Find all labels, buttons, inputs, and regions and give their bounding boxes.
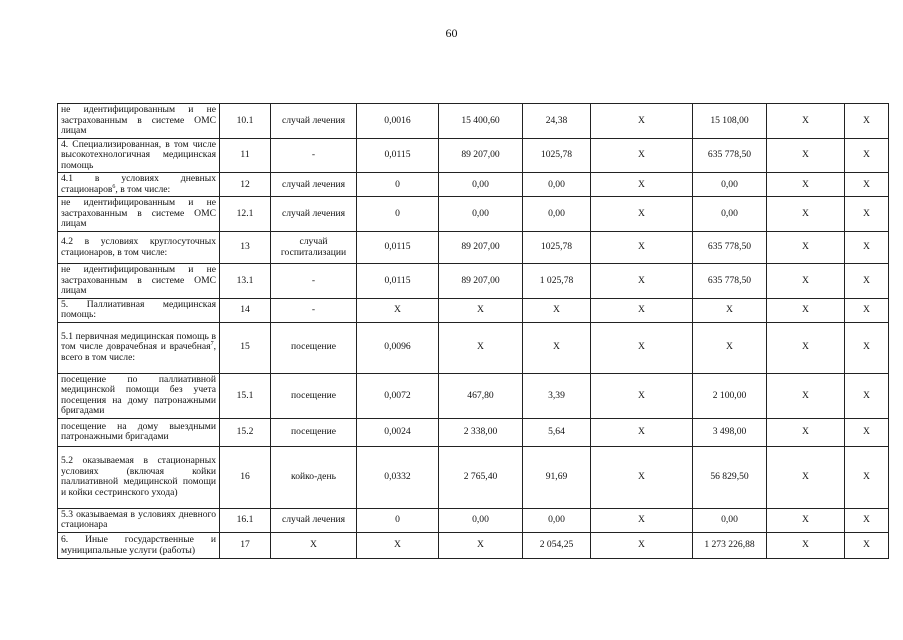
value-1: 0,0115 [357,138,439,173]
row-name: 5. Паллиативная медицинская помощь: [58,298,220,322]
value-1: 0,0115 [357,264,439,299]
unit: посещение [271,418,357,446]
value-2: X [439,533,523,559]
value-5: 0,00 [693,173,767,197]
value-6: X [767,104,845,139]
value-1: 0,0024 [357,418,439,446]
value-3: X [523,322,591,373]
row-number: 12.1 [220,197,271,232]
value-7: X [845,533,889,559]
unit: - [271,298,357,322]
value-2: 2 338,00 [439,418,523,446]
value-3: 0,00 [523,197,591,232]
value-4: X [591,264,693,299]
value-2: 2 765,40 [439,446,523,508]
value-5: 0,00 [693,508,767,532]
unit: X [271,533,357,559]
row-name: 4.2 в условиях круглосуточных стационаров, в том числе: [58,232,220,264]
footnote-marker: 7 [210,341,214,348]
value-1: 0,0096 [357,322,439,373]
value-3: 1025,78 [523,232,591,264]
value-6: X [767,138,845,173]
value-3: 24,38 [523,104,591,139]
unit: - [271,138,357,173]
value-6: X [767,298,845,322]
table-row [58,508,889,532]
value-6: X [767,322,845,373]
value-7: X [845,298,889,322]
row-number: 13.1 [220,264,271,299]
unit: случай лечения [271,173,357,197]
value-5: 2 100,00 [693,373,767,418]
value-4: X [591,373,693,418]
row-number: 16 [220,446,271,508]
unit: - [271,264,357,299]
table-row [58,138,889,173]
footnote-marker: 6 [112,183,116,190]
value-4: X [591,322,693,373]
table-row [58,322,889,373]
row-name: 4. Специализированная, в том числе высокотехнологичная медицинская помощь [58,138,220,173]
value-1: 0 [357,173,439,197]
row-number: 15.2 [220,418,271,446]
value-4: X [591,418,693,446]
row-name: 4.1 в условиях дневных стационаров$^6$, в том числе: [58,173,220,197]
value-2: 89 207,00 [439,138,523,173]
value-4: X [591,533,693,559]
value-7: X [845,104,889,139]
unit: случай лечения [271,104,357,139]
value-5: 635 778,50 [693,232,767,264]
value-1: X [357,298,439,322]
value-3: 1 025,78 [523,264,591,299]
value-6: X [767,418,845,446]
value-1: X [357,533,439,559]
table-row [58,418,889,446]
data-table [57,103,889,559]
row-number: 15.1 [220,373,271,418]
row-number: 10.1 [220,104,271,139]
value-1: 0,0332 [357,446,439,508]
value-3: X [523,298,591,322]
value-5: 635 778,50 [693,138,767,173]
value-5: 15 108,00 [693,104,767,139]
value-2: 89 207,00 [439,232,523,264]
row-name: не идентифицированным и не застрахованным в системе ОМС лицам [58,264,220,299]
value-3: 2 054,25 [523,533,591,559]
row-number: 15 [220,322,271,373]
row-name: посещение на дому выездными патронажными бригадами [58,418,220,446]
value-6: X [767,264,845,299]
value-5: 1 273 226,88 [693,533,767,559]
row-number: 11 [220,138,271,173]
value-7: X [845,322,889,373]
value-5: 0,00 [693,197,767,232]
row-name: 6. Иные государственные и муниципальные услуги (работы) [58,533,220,559]
value-3: 3,39 [523,373,591,418]
value-6: X [767,197,845,232]
value-7: X [845,173,889,197]
unit: случай госпитализации [271,232,357,264]
unit: посещение [271,322,357,373]
row-number: 16.1 [220,508,271,532]
value-4: X [591,173,693,197]
unit: койко-день [271,446,357,508]
value-7: X [845,264,889,299]
unit: случай лечения [271,508,357,532]
value-6: X [767,373,845,418]
value-4: X [591,138,693,173]
row-name: посещение по паллиативной медицинской помощи без учета посещения на дому патронажными бригадами [58,373,220,418]
value-4: X [591,446,693,508]
value-7: X [845,373,889,418]
value-1: 0 [357,197,439,232]
table-row [58,373,889,418]
value-6: X [767,508,845,532]
row-name: не идентифицированным и не застрахованным в системе ОМС лицам [58,104,220,139]
value-7: X [845,418,889,446]
value-2: X [439,298,523,322]
value-5: X [693,298,767,322]
value-1: 0,0016 [357,104,439,139]
table-row [58,264,889,299]
value-4: X [591,104,693,139]
value-2: X [439,322,523,373]
value-6: X [767,173,845,197]
value-4: X [591,197,693,232]
value-3: 5,64 [523,418,591,446]
unit: посещение [271,373,357,418]
value-2: 15 400,60 [439,104,523,139]
table-row [58,197,889,232]
value-5: 56 829,50 [693,446,767,508]
table-row [58,298,889,322]
value-2: 0,00 [439,508,523,532]
value-7: X [845,508,889,532]
value-4: X [591,298,693,322]
value-3: 1025,78 [523,138,591,173]
value-7: X [845,138,889,173]
page-number: 60 [445,26,458,40]
row-number: 17 [220,533,271,559]
value-6: X [767,446,845,508]
value-5: 3 498,00 [693,418,767,446]
value-6: X [767,533,845,559]
row-name: 5.3 оказываемая в условиях дневного стационара [58,508,220,532]
row-name: не идентифицированным и не застрахованным в системе ОМС лицам [58,197,220,232]
table-row [58,232,889,264]
value-4: X [591,508,693,532]
value-6: X [767,232,845,264]
unit: случай лечения [271,197,357,232]
table-row [58,173,889,197]
table-row [58,446,889,508]
row-number: 12 [220,173,271,197]
value-1: 0,0072 [357,373,439,418]
row-number: 14 [220,298,271,322]
value-3: 0,00 [523,508,591,532]
row-name: 5.2 оказываемая в стационарных условиях (включая койки паллиативной медицинской помощи и койки сестринского ухода) [58,446,220,508]
value-3: 0,00 [523,173,591,197]
table-row [58,104,889,139]
value-2: 467,80 [439,373,523,418]
value-4: X [591,232,693,264]
row-name: 5.1 первичная медицинская помощь в том числе доврачебная и врачебная$^7$, всего в том числе: [58,322,220,373]
value-7: X [845,232,889,264]
row-number: 13 [220,232,271,264]
table-row [58,533,889,559]
value-2: 89 207,00 [439,264,523,299]
value-7: X [845,446,889,508]
value-2: 0,00 [439,173,523,197]
value-1: 0,0115 [357,232,439,264]
value-1: 0 [357,508,439,532]
value-7: X [845,197,889,232]
value-2: 0,00 [439,197,523,232]
value-3: 91,69 [523,446,591,508]
value-5: X [693,322,767,373]
value-5: 635 778,50 [693,264,767,299]
